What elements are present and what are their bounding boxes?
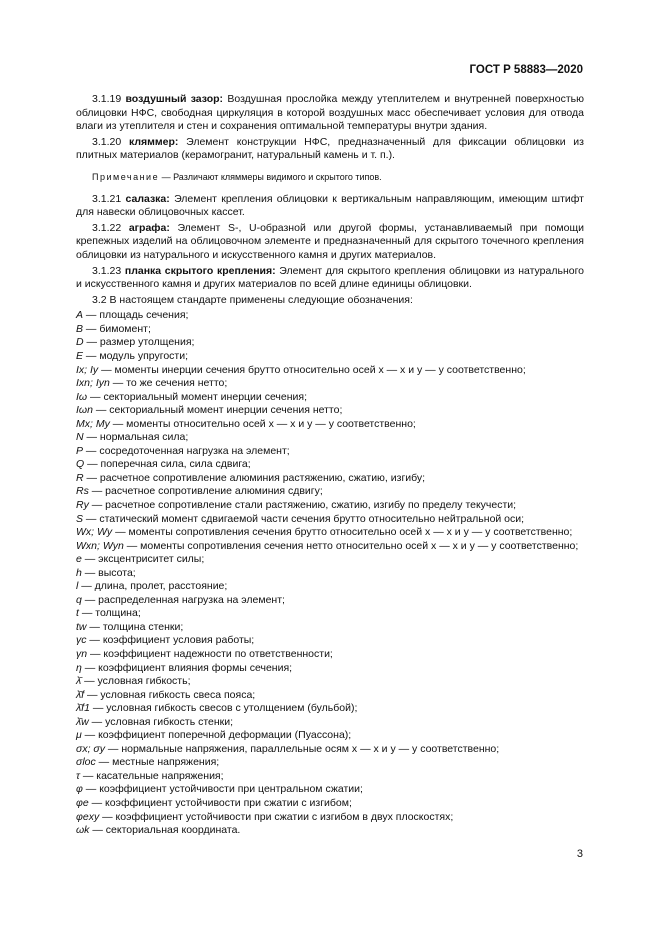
symbol: e xyxy=(76,553,82,566)
symbol-description: — то же сечения нетто; xyxy=(109,377,228,390)
term-3-1-22 xyxy=(76,222,584,263)
term-3-1-20 xyxy=(76,136,584,163)
symbol-description: — нормальная сила; xyxy=(83,431,189,444)
symbol-item xyxy=(76,634,584,648)
symbol-description: — расчетное сопротивление стали растяжению, сжатию, изгибу по пределу текучести; xyxy=(88,498,517,511)
term-3-1-23 xyxy=(76,265,584,292)
symbol-item xyxy=(76,431,584,445)
symbol: γn xyxy=(76,647,88,660)
symbol-item xyxy=(76,729,584,743)
symbol-item xyxy=(76,675,584,689)
symbol: R xyxy=(76,471,84,484)
symbol: P xyxy=(76,444,84,457)
symbol: μ xyxy=(76,729,82,742)
symbol-description: — коэффициент надежности по ответственности; xyxy=(87,647,333,660)
symbol: Iωn xyxy=(76,404,93,417)
symbol-description: — касательные напряжения; xyxy=(79,769,224,782)
symbol-description: — статический момент сдвигаемой части сечения брутто относительно нейтральной оси; xyxy=(83,512,525,525)
document-body xyxy=(76,93,584,838)
symbol-description: — секториальная координата. xyxy=(89,824,241,837)
symbol-item xyxy=(76,418,584,432)
symbol-item xyxy=(76,567,584,581)
symbol-description: — длина, пролет, расстояние; xyxy=(78,580,228,593)
term-number: 3.1.20 xyxy=(92,135,122,148)
symbol-description: — условная гибкость стенки; xyxy=(88,715,234,728)
symbol-description: — условная гибкость свесов с утолщением (бульбой); xyxy=(89,702,358,715)
symbol-description: — бимомент; xyxy=(83,322,151,335)
symbol-item xyxy=(76,607,584,621)
symbol-description: — коэффициент устойчивости при центральном сжатии; xyxy=(82,783,363,796)
symbol-item xyxy=(76,350,584,364)
symbol-description: — коэффициент поперечной деформации (Пуассона); xyxy=(81,729,352,742)
symbol-description: — местные напряжения; xyxy=(95,756,220,769)
term-3-1-19 xyxy=(76,93,584,134)
term-title: кляммер: xyxy=(128,135,179,148)
note-label: Примечание xyxy=(92,171,160,182)
term-title: аграфа: xyxy=(128,221,170,234)
term-title: планка скрытого крепления: xyxy=(124,264,276,277)
symbol-item xyxy=(76,526,584,540)
symbol-description: — моменты сопротивления сечения брутто относительно осей x — x и y — y соответственно; xyxy=(112,526,573,539)
symbol-description: — площадь сечения; xyxy=(83,309,189,322)
symbol: ωk xyxy=(76,824,90,837)
note xyxy=(76,171,584,185)
symbol-description: — расчетное сопротивление алюминия сдвигу; xyxy=(88,485,323,498)
symbol-item xyxy=(76,336,584,350)
symbol-description: — расчетное сопротивление алюминия растяжению, сжатию, изгибу; xyxy=(83,471,426,484)
term-definition: Элемент крепления облицовки к вертикальным направляющим, имеющим штифт для навески облицовочных кассет. xyxy=(76,192,584,219)
document-header: ГОСТ Р 58883—2020 xyxy=(469,64,583,76)
symbol-item xyxy=(76,743,584,757)
symbol: τ xyxy=(76,769,80,782)
symbol: l xyxy=(76,580,79,593)
symbol-item xyxy=(76,391,584,405)
symbol: η xyxy=(76,661,82,674)
symbol-description: — секториальный момент инерции сечения нетто; xyxy=(92,404,343,417)
term-number: 3.1.19 xyxy=(92,93,122,105)
symbol-description: — условная гибкость свеса пояса; xyxy=(84,688,256,701)
symbol: φe xyxy=(76,797,89,809)
symbols-list xyxy=(76,309,584,837)
symbol: S xyxy=(76,512,84,525)
symbol: tw xyxy=(76,620,87,633)
symbol-description: — толщина; xyxy=(78,607,141,620)
symbol: Mx; My xyxy=(76,417,110,430)
term-definition: Элемент S-, U-образной или другой формы, устанавливаемый при помощи крепежных изделий на облицовочном элементе и предназначенный для скрытого точечного крепления облицовки из натурального и искусственного камня и других материалов. xyxy=(76,221,584,261)
symbol-description: — коэффициент устойчивости при сжатии с изгибом; xyxy=(88,797,352,809)
term-title: воздушный зазор: xyxy=(125,93,224,105)
symbol-description: — сосредоточенная нагрузка на элемент; xyxy=(83,444,290,457)
symbol-description: — толщина стенки; xyxy=(86,620,184,633)
symbol: σloc xyxy=(76,756,96,769)
symbol-item xyxy=(76,662,584,676)
symbol: Wxn; Wyn xyxy=(76,539,124,552)
symbol-item xyxy=(76,648,584,662)
symbol-item xyxy=(76,580,584,594)
symbol-item xyxy=(76,824,584,838)
term-definition: Воздушная прослойка между утеплителем и внутренней поверхностью облицовки НФС, свободная циркуляция в которой воздушных масс обеспечивает условия для отвода влаги из утеплителя и стен и сохранения оптимальной температуры внутри здания. xyxy=(76,93,584,133)
symbol: t xyxy=(76,607,79,620)
symbol-description: — нормальные напряжения, параллельные осям x — x и y — y соответственно; xyxy=(105,742,500,755)
symbol: h xyxy=(76,566,82,579)
term-number: 3.1.23 xyxy=(92,264,122,277)
symbol: λ̄f xyxy=(76,688,85,701)
symbol-description: — коэффициент влияния формы сечения; xyxy=(81,661,293,674)
symbol: q xyxy=(76,593,82,606)
symbol-item xyxy=(76,621,584,635)
symbol-description: — эксцентриситет силы; xyxy=(81,553,205,566)
page-number: 3 xyxy=(576,848,583,860)
symbol-item xyxy=(76,702,584,716)
symbol: λ̄w xyxy=(76,715,89,728)
symbol: D xyxy=(76,336,84,349)
symbol: γc xyxy=(76,634,87,647)
symbol: Rs xyxy=(76,485,89,498)
symbol-item xyxy=(76,377,584,391)
term-3-1-21 xyxy=(76,193,584,220)
symbol: σx; σy xyxy=(76,742,105,755)
symbol-description: — распределенная нагрузка на элемент; xyxy=(81,593,285,606)
symbol-item xyxy=(76,323,584,337)
symbol-description: — модуль упругости; xyxy=(83,349,189,362)
symbol-description: — моменты относительно осей x — x и y — y соответственно; xyxy=(109,417,416,430)
symbol: N xyxy=(76,431,84,444)
term-definition: Элемент конструкции НФС, предназначенный для фиксации облицовки из плитных материалов (керамогранит, натуральный камень и т. п.). xyxy=(76,135,584,162)
symbol-item xyxy=(76,472,584,486)
term-title: салазка: xyxy=(125,192,170,205)
symbol-description: — секториальный момент инерции сечения; xyxy=(87,390,308,403)
symbol-description: — моменты инерции сечения брутто относительно осей x — x и y — y соответственно; xyxy=(98,363,526,376)
symbol-item xyxy=(76,756,584,770)
symbols-intro: 3.2 В настоящем стандарте применены следующие обозначения: xyxy=(92,293,413,306)
symbol-description: — поперечная сила, сила сдвига; xyxy=(84,458,251,471)
symbol-description: — условная гибкость; xyxy=(81,675,191,688)
symbol: Q xyxy=(76,458,85,471)
symbol-item xyxy=(76,499,584,513)
symbol-item xyxy=(76,540,584,554)
symbol: λ̄f1 xyxy=(76,702,90,715)
symbol-description: — высота; xyxy=(81,566,136,579)
term-number: 3.1.22 xyxy=(92,221,122,234)
symbol: Iω xyxy=(76,390,88,403)
symbol-description: — коэффициент устойчивости при сжатии с изгибом в двух плоскостях; xyxy=(99,810,454,823)
symbol-item xyxy=(76,716,584,730)
symbol-item xyxy=(76,364,584,378)
symbol-item xyxy=(76,594,584,608)
symbol: φ xyxy=(76,783,83,796)
symbol-description: — размер утолщения; xyxy=(83,336,195,349)
symbol-item xyxy=(76,513,584,527)
symbol: Wx; Wy xyxy=(76,526,113,539)
note-text: — Различают кляммеры видимого и скрытого типов. xyxy=(159,171,382,182)
symbol: Ry xyxy=(76,498,89,511)
symbol-item xyxy=(76,811,584,825)
symbol-item xyxy=(76,309,584,323)
symbol: λ̄ xyxy=(76,675,82,688)
symbol-item xyxy=(76,689,584,703)
symbol-item xyxy=(76,485,584,499)
symbol-item xyxy=(76,783,584,797)
symbol-item xyxy=(76,458,584,472)
term-number: 3.1.21 xyxy=(92,192,122,205)
symbol: E xyxy=(76,349,84,362)
symbol: Ixn; Iyn xyxy=(76,377,110,390)
symbol-description: — моменты сопротивления сечения нетто относительно осей x — x и y — y соответственно; xyxy=(123,539,579,552)
symbol-item xyxy=(76,797,584,811)
symbol: A xyxy=(76,309,84,322)
symbol: Ix; Iy xyxy=(76,363,99,376)
term-definition: Элемент для скрытого крепления облицовки из натурального и искусственного камня и других материалов по всей длине единицы облицовки. xyxy=(76,264,585,291)
symbol-item xyxy=(76,404,584,418)
symbol-description: — коэффициент условия работы; xyxy=(86,634,255,647)
symbol: φexy xyxy=(76,810,100,823)
symbol-item xyxy=(76,445,584,459)
symbol-item xyxy=(76,770,584,784)
symbol-item xyxy=(76,553,584,567)
symbol: B xyxy=(76,322,84,335)
